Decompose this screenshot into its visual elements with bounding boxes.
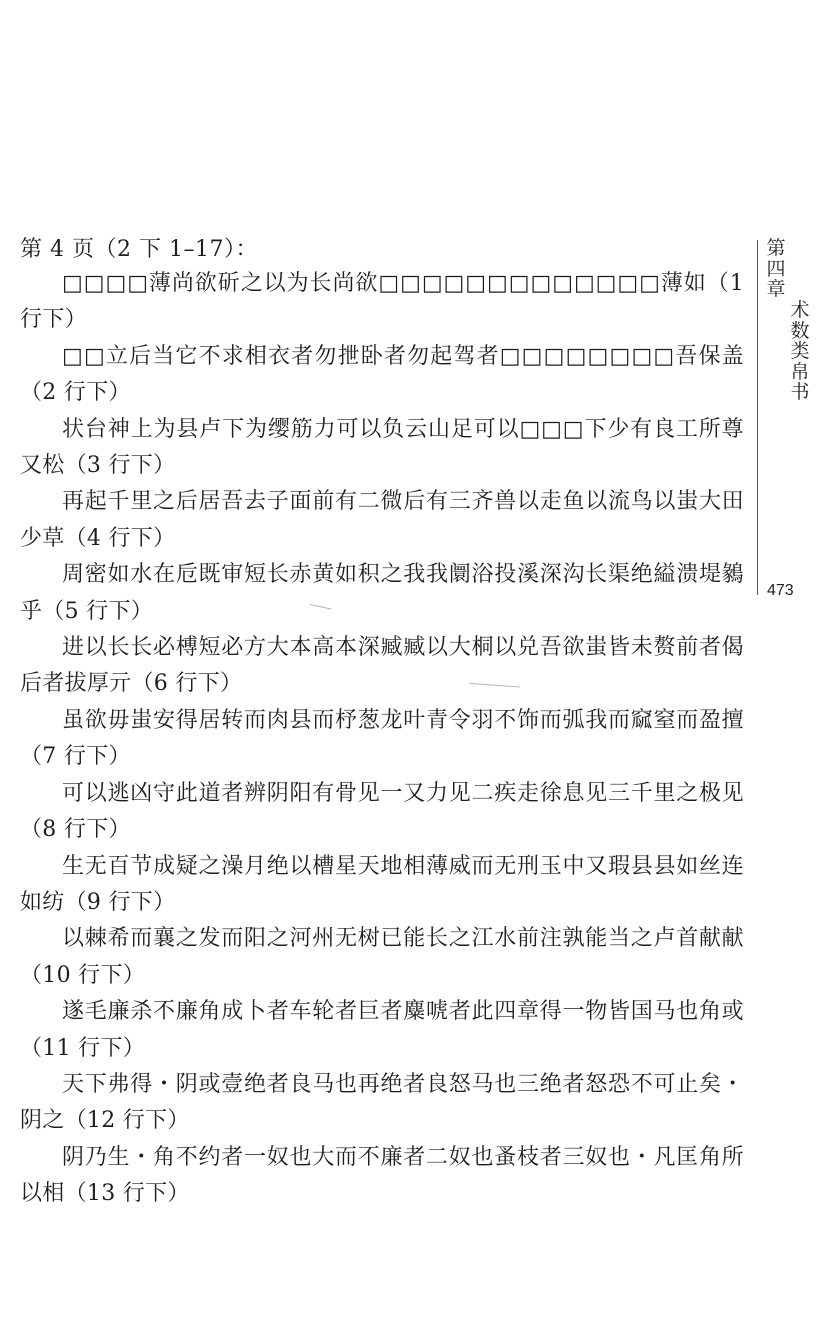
transcription-paragraph: 可以逃凶守此道者辨阴阳有骨见一又力见二疾走徐息见三千里之极见（8 行下） (20, 780, 744, 843)
transcription-paragraph: □□□□薄尚欲斫之以为长尚欲□□□□□□□□□□□□□薄如（1 行下） (20, 271, 744, 333)
transcription-paragraph: □□立后当它不求相衣者勿抴卧者勿起驾者□□□□□□□□吾保盖（2 行下） (20, 343, 744, 406)
chapter-number-label: 第四章 (766, 237, 786, 300)
transcription-paragraph: 再起千里之后居吾去子面前有二微后有三齐兽以走鱼以流鸟以蚩大田少草（4 行下） (20, 489, 744, 551)
transcription-paragraph: 状台神上为县卢下为缨筋力可以负云山足可以□□□下少有良工所尊又松（3 行下） (20, 416, 744, 479)
transcription-paragraph: 周密如水在卮既审短长赤黄如积之我我阛浴投溪深沟长渠绝縊溃堤鶨乎（5 行下） (20, 562, 744, 624)
section-heading: 第 4 页（2 下 1–17）： (20, 237, 258, 262)
transcription-paragraph: 进以长长必榑短必方大本高本深臧臧以大桐以兑吾欲蚩皆未赘前者偈后者拔厚亓（6 行下） (20, 635, 744, 697)
transcription-paragraph: 生无百节成疑之澡月绝以槽星天地相薄威而无刑玉中又瑕县县如丝连如纺（9 行下） (20, 853, 744, 915)
transcription-paragraph: 阴乃生・角不约者一奴也大而不廉者二奴也蚤枝者三奴也・凡匡角所以相（13 行下） (20, 1144, 744, 1207)
page-number: 473 (767, 582, 794, 599)
chapter-title-label: 术数类帛书 (790, 299, 810, 403)
margin-divider (757, 240, 758, 595)
transcription-body (20, 266, 744, 1213)
transcription-paragraph: 天下弗得・阴或壹绝者良马也再绝者良怒马也三绝者怒恐不可止矣・阴之（12 行下） (20, 1071, 744, 1134)
transcription-paragraph: 以棘希而襄之发而阳之河州无树已能长之江水前注孰能当之卢首献献（10 行下） (20, 926, 744, 988)
transcription-paragraph: 虽欲毋蚩安得居转而肉县而杼葱龙叶青令羽不饰而弧我而窳窒而盈擅（7 行下） (20, 707, 744, 770)
transcription-paragraph: 遂毛廉杀不廉角成卜者车轮者巨者麋唬者此四章得一物皆国马也角或（11 行下） (20, 999, 744, 1061)
